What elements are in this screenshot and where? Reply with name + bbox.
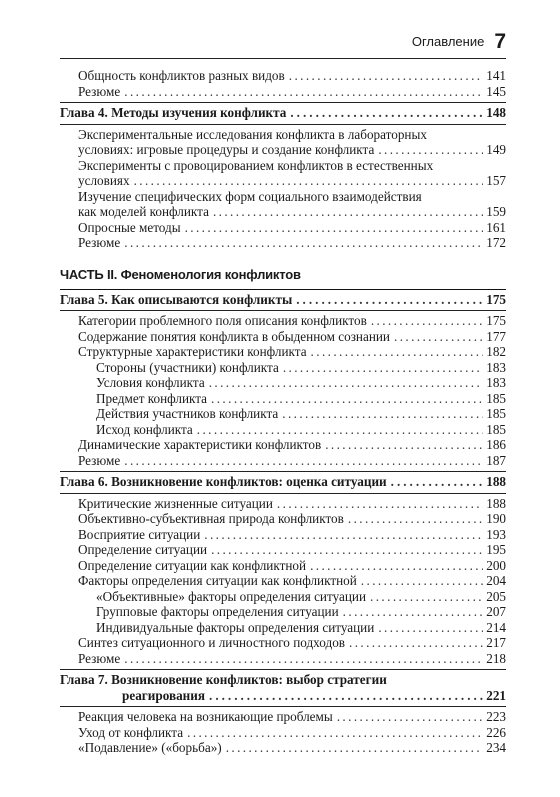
toc-entry[interactable]: Реакция человека на возникающие проблемы ..... 223 bbox=[60, 709, 506, 725]
chapter-heading[interactable]: Глава 5. Как описываются конфликты ..... 175 bbox=[60, 292, 506, 308]
chapter-rule bbox=[60, 669, 506, 670]
toc-subentry[interactable]: «Объективные» факторы определения ситуации ..... 205 bbox=[60, 589, 506, 605]
toc-entry[interactable]: Резюме ..... 187 bbox=[60, 453, 506, 469]
header-rule bbox=[60, 58, 506, 59]
running-header-title: Оглавление bbox=[411, 34, 485, 49]
toc-entry-multiline[interactable]: Экспериментальные исследования конфликта в лабораторных условиях: игровые процедуры и создание конфликта ..... 149 bbox=[60, 127, 506, 158]
toc-entry[interactable]: Критические жизненные ситуации ..... 188 bbox=[60, 496, 506, 512]
toc-entry[interactable]: Факторы определения ситуации как конфликтной ..... 204 bbox=[60, 573, 506, 589]
toc-entry[interactable]: Резюме ..... 145 bbox=[60, 84, 506, 100]
toc-subentry[interactable]: Групповые факторы определения ситуации ..... 207 bbox=[60, 604, 506, 620]
toc-entry-multiline[interactable]: Эксперименты с провоцированием конфликтов в естественных условиях ..... 157 bbox=[60, 158, 506, 189]
toc-entry[interactable]: Объективно-субъективная природа конфликтов ..... 190 bbox=[60, 511, 506, 527]
chapter-heading[interactable]: Глава 7. Возникновение конфликтов: выбор стратегии реагирования ..... 221 bbox=[60, 672, 506, 703]
toc-entry[interactable]: Содержание понятия конфликта в обыденном сознании ..... 177 bbox=[60, 329, 506, 345]
chapter-rule bbox=[60, 124, 506, 125]
toc-subentry[interactable]: Стороны (участники) конфликта ..... 183 bbox=[60, 360, 506, 376]
part-rule bbox=[60, 289, 506, 290]
toc-entry[interactable]: Общность конфликтов разных видов ..... 141 bbox=[60, 68, 506, 84]
toc-entry[interactable]: Резюме ..... 218 bbox=[60, 651, 506, 667]
chapter-rule bbox=[60, 310, 506, 311]
toc-subentry[interactable]: Индивидуальные факторы определения ситуации ..... 214 bbox=[60, 620, 506, 636]
running-header bbox=[412, 30, 506, 54]
toc-entry-multiline[interactable]: Изучение специфических форм социального взаимодействия как моделей конфликта ..... 159 bbox=[60, 189, 506, 220]
toc-entry[interactable]: Динамические характеристики конфликтов ..... 186 bbox=[60, 437, 506, 453]
part-heading: ЧАСТЬ II. Феноменология конфликтов bbox=[60, 266, 301, 282]
toc-entry[interactable]: Синтез ситуационного и личностного подходов ..... 217 bbox=[60, 635, 506, 651]
toc-entry[interactable]: Определение ситуации ..... 195 bbox=[60, 542, 506, 558]
chapter-rule bbox=[60, 493, 506, 494]
chapter-rule bbox=[60, 102, 506, 103]
toc-subentry[interactable]: Условия конфликта ..... 183 bbox=[60, 375, 506, 391]
toc-entry[interactable]: Опросные методы ..... 161 bbox=[60, 220, 506, 236]
toc-entry[interactable]: Резюме ..... 172 bbox=[60, 235, 506, 251]
toc-entry[interactable]: Определение ситуации как конфликтной ..... 200 bbox=[60, 558, 506, 574]
page-number: 7 bbox=[494, 30, 506, 53]
toc-subentry[interactable]: Исход конфликта ..... 185 bbox=[60, 422, 506, 438]
chapter-heading[interactable]: Глава 4. Методы изучения конфликта ..... 148 bbox=[60, 105, 506, 121]
toc-entry[interactable]: Категории проблемного поля описания конфликтов ..... 175 bbox=[60, 313, 506, 329]
toc-entry[interactable]: Восприятие ситуации ..... 193 bbox=[60, 527, 506, 543]
chapter-heading[interactable]: Глава 6. Возникновение конфликтов: оценка ситуации ..... 188 bbox=[60, 474, 506, 490]
chapter-rule bbox=[60, 706, 506, 707]
toc-entry[interactable]: Структурные характеристики конфликта ..... 182 bbox=[60, 344, 506, 360]
chapter-rule bbox=[60, 471, 506, 472]
table-of-contents bbox=[60, 68, 506, 756]
toc-entry[interactable]: Уход от конфликта ..... 226 bbox=[60, 725, 506, 741]
toc-subentry[interactable]: Предмет конфликта ..... 185 bbox=[60, 391, 506, 407]
toc-subentry[interactable]: Действия участников конфликта ..... 185 bbox=[60, 406, 506, 422]
toc-entry[interactable]: «Подавление» («борьба») ..... 234 bbox=[60, 740, 506, 756]
